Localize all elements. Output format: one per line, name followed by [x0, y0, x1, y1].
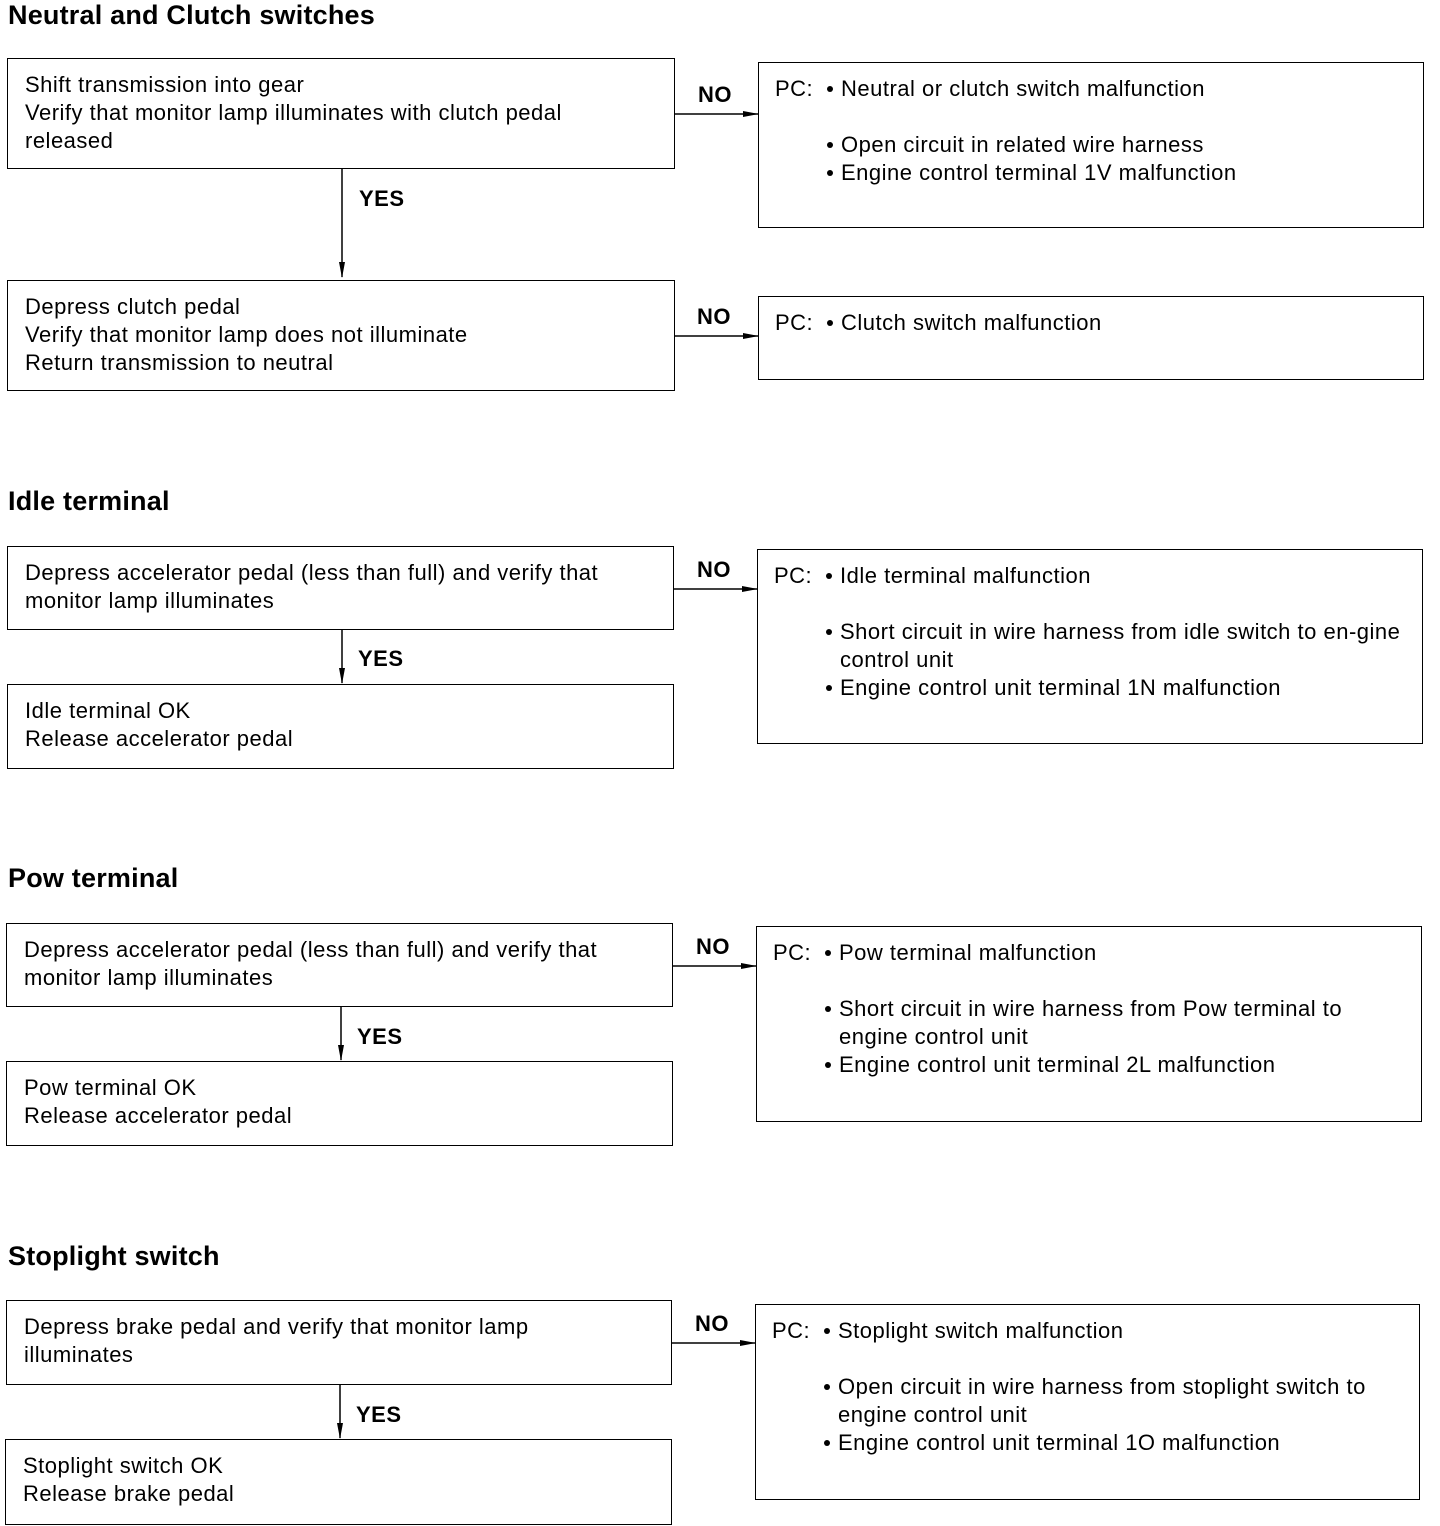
bullet-icon: [824, 1328, 830, 1334]
pc-box-clutch-switch: [758, 296, 1424, 380]
possible-causes-list: [775, 75, 1413, 187]
step-text: Verify that monitor lamp does not illuminate: [25, 322, 468, 347]
step-text: illuminates: [24, 1342, 134, 1367]
yes-label: YES: [359, 186, 405, 211]
step-text: Depress clutch pedal: [25, 294, 241, 319]
section-title-stoplight-switch: Stoplight switch: [8, 1241, 220, 1271]
cause-item: Pow terminal malfunction: [825, 939, 1411, 967]
no-label: NO: [695, 1311, 729, 1336]
cause-item: Engine control unit terminal 2L malfunction: [825, 1051, 1411, 1079]
step-text: Release brake pedal: [23, 1481, 235, 1506]
step-text: Shift transmission into gear: [25, 72, 305, 97]
yes-label: YES: [357, 1024, 403, 1049]
cause-item: Short circuit in wire harness from idle switch to en-gine control unit: [826, 618, 1412, 674]
step-text: Release accelerator pedal: [25, 726, 294, 751]
cause-item: Neutral or clutch switch malfunction: [827, 75, 1413, 103]
no-label: NO: [696, 934, 730, 959]
step-text: Verify that monitor lamp illuminates with clutch pedal: [25, 100, 562, 125]
step-box-shift-into-gear: [7, 58, 675, 169]
bullet-icon: [826, 573, 832, 579]
step-text: Stoplight switch OK: [23, 1453, 224, 1478]
yes-label: YES: [358, 646, 404, 671]
cause-item: Open circuit in wire harness from stoplight switch to engine control unit: [824, 1373, 1409, 1429]
step-text: monitor lamp illuminates: [25, 588, 275, 613]
bullet-icon: [826, 629, 832, 635]
step-box-idle-ok: [7, 684, 674, 769]
section-title-neutral-clutch: Neutral and Clutch switches: [8, 0, 375, 30]
step-box-pow-ok: [6, 1061, 673, 1146]
pc-box-idle-terminal: [757, 549, 1423, 744]
no-label: NO: [698, 82, 732, 107]
bullet-icon: [827, 170, 833, 176]
pc-box-stoplight-switch: [755, 1304, 1420, 1500]
step-text: Release accelerator pedal: [24, 1103, 293, 1128]
step-text: Depress brake pedal and verify that monitor lamp: [24, 1314, 529, 1339]
possible-causes-list: [772, 1317, 1409, 1457]
step-box-idle-depress-accelerator: [7, 546, 674, 630]
pc-label: PC:: [772, 1318, 811, 1343]
pc-label: PC:: [775, 76, 814, 101]
cause-item: Engine control unit terminal 1O malfunction: [824, 1429, 1409, 1457]
step-text: Pow terminal OK: [24, 1075, 197, 1100]
bullet-icon: [825, 950, 831, 956]
possible-causes-list: [774, 562, 1412, 702]
step-box-pow-depress-accelerator: [6, 923, 673, 1007]
step-text: monitor lamp illuminates: [24, 965, 274, 990]
no-label: NO: [697, 557, 731, 582]
bullet-icon: [824, 1440, 830, 1446]
step-text: Idle terminal OK: [25, 698, 191, 723]
step-box-depress-brake: [6, 1300, 672, 1385]
pc-box-neutral-clutch: [758, 62, 1424, 228]
no-label: NO: [697, 304, 731, 329]
yes-label: YES: [356, 1402, 402, 1427]
step-text: Depress accelerator pedal (less than full) and verify that: [25, 560, 599, 585]
bullet-icon: [824, 1384, 830, 1390]
pc-label: PC:: [773, 940, 812, 965]
section-title-pow-terminal: Pow terminal: [8, 863, 179, 893]
possible-causes-list: [773, 939, 1411, 1079]
bullet-icon: [825, 1062, 831, 1068]
bullet-icon: [827, 86, 833, 92]
bullet-icon: [827, 320, 833, 326]
pc-label: PC:: [774, 563, 813, 588]
pc-label: PC:: [775, 310, 814, 335]
cause-item: Short circuit in wire harness from Pow terminal to engine control unit: [825, 995, 1411, 1051]
bullet-icon: [827, 142, 833, 148]
cause-item: Stoplight switch malfunction: [824, 1317, 1409, 1345]
step-text: Return transmission to neutral: [25, 350, 334, 375]
bullet-icon: [826, 685, 832, 691]
cause-item: Open circuit in related wire harness: [827, 131, 1413, 159]
cause-item: Clutch switch malfunction: [827, 309, 1413, 337]
possible-causes-list: [775, 309, 1413, 337]
pc-box-pow-terminal: [756, 926, 1422, 1122]
bullet-icon: [825, 1006, 831, 1012]
section-title-idle-terminal: Idle terminal: [8, 486, 170, 516]
cause-item: Engine control unit terminal 1N malfunction: [826, 674, 1412, 702]
step-text: released: [25, 128, 114, 153]
step-box-depress-clutch: [7, 280, 675, 391]
cause-item: Engine control terminal 1V malfunction: [827, 159, 1413, 187]
step-box-stoplight-ok: [5, 1439, 672, 1525]
step-text: Depress accelerator pedal (less than full) and verify that: [24, 937, 598, 962]
cause-item: Idle terminal malfunction: [826, 562, 1412, 590]
